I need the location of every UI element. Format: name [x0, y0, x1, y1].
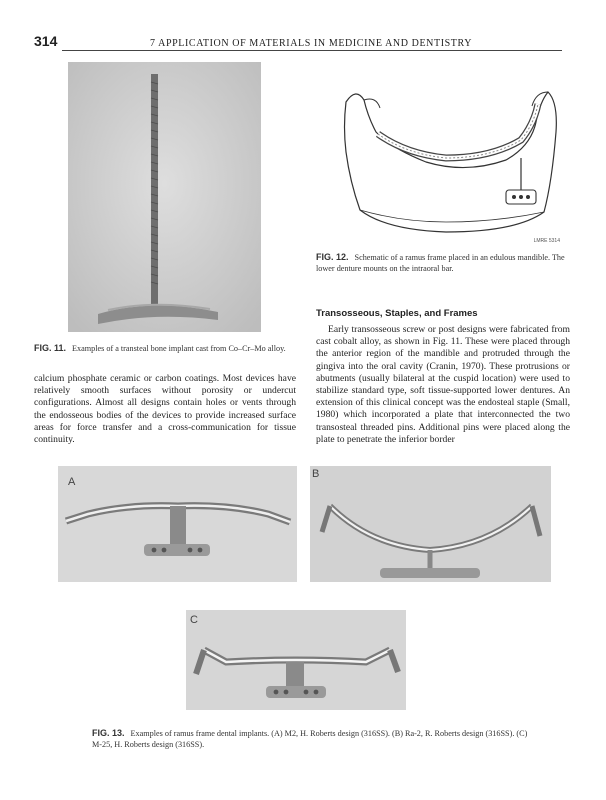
fig13-caption	[92, 728, 532, 750]
fig11-photo	[68, 62, 261, 332]
fig13-panel-b-label: B	[312, 468, 320, 480]
fig12-drawing-id: LMRE 5314	[533, 238, 560, 244]
running-head: 7 APPLICATION OF MATERIALS IN MEDICINE AND DENTISTRY	[150, 38, 473, 49]
fig13-panel-b-photo	[310, 466, 551, 582]
fig13-panel-c-label: C	[190, 614, 198, 626]
section-paragraph: Early transosseous screw or post designs were fabricated from cast cobalt alloy, as shown in Fig. 11. These were placed through the anterior region of the mandible and protruded through the gingiva into the oral cavity (Cranin, 1970). These protrusions or abutments (usually bilateral at the cuspid location) were used to stabilize standard type, soft tissue-supported lower dentures. An extension of this clinical concept was the endosteal staple (Small, 1980) which incorporated a plate that interconnected the two transosteal threaded pins. Additional pins were placed along the plate to penetrate the inferior border	[316, 324, 570, 445]
section-heading: Transosseous, Staples, and Frames	[316, 308, 478, 319]
fig13-label: FIG. 13.	[92, 728, 125, 738]
page-number: 314	[34, 33, 58, 49]
fig13-panel-c-photo	[186, 610, 406, 710]
fig11-label: FIG. 11.	[34, 343, 67, 353]
fig13-panel-a-label: A	[68, 476, 76, 488]
fig12-drawing	[316, 62, 570, 242]
fig12-caption-text: Schematic of a ramus frame placed in an edulous mandible. The lower denture mounts on the intraoral bar.	[316, 253, 565, 273]
header-rule	[62, 50, 562, 51]
fig12-caption	[316, 252, 570, 274]
fig13-caption-text: Examples of ramus frame dental implants. (A) M2, H. Roberts design (316SS). (B) Ra-2, R. Roberts design (316SS). (C) M-25, H. Roberts design (316SS).	[92, 729, 528, 749]
fig12-label: FIG. 12.	[316, 252, 349, 262]
fig11-caption	[34, 343, 296, 355]
fig11-caption-text: Examples of a transteal bone implant cast from Co–Cr–Mo alloy.	[72, 344, 286, 353]
left-paragraph: calcium phosphate ceramic or carbon coatings. Most devices have relatively smooth surfaces without porosity or undercut configurations. Almost all designs contain holes or vents through the endosseous bodies of the devices to provide increased surface areas for force transfer and a cross-communication for tissue continuity.	[34, 373, 296, 446]
fig13-panel-a-photo	[58, 466, 297, 582]
